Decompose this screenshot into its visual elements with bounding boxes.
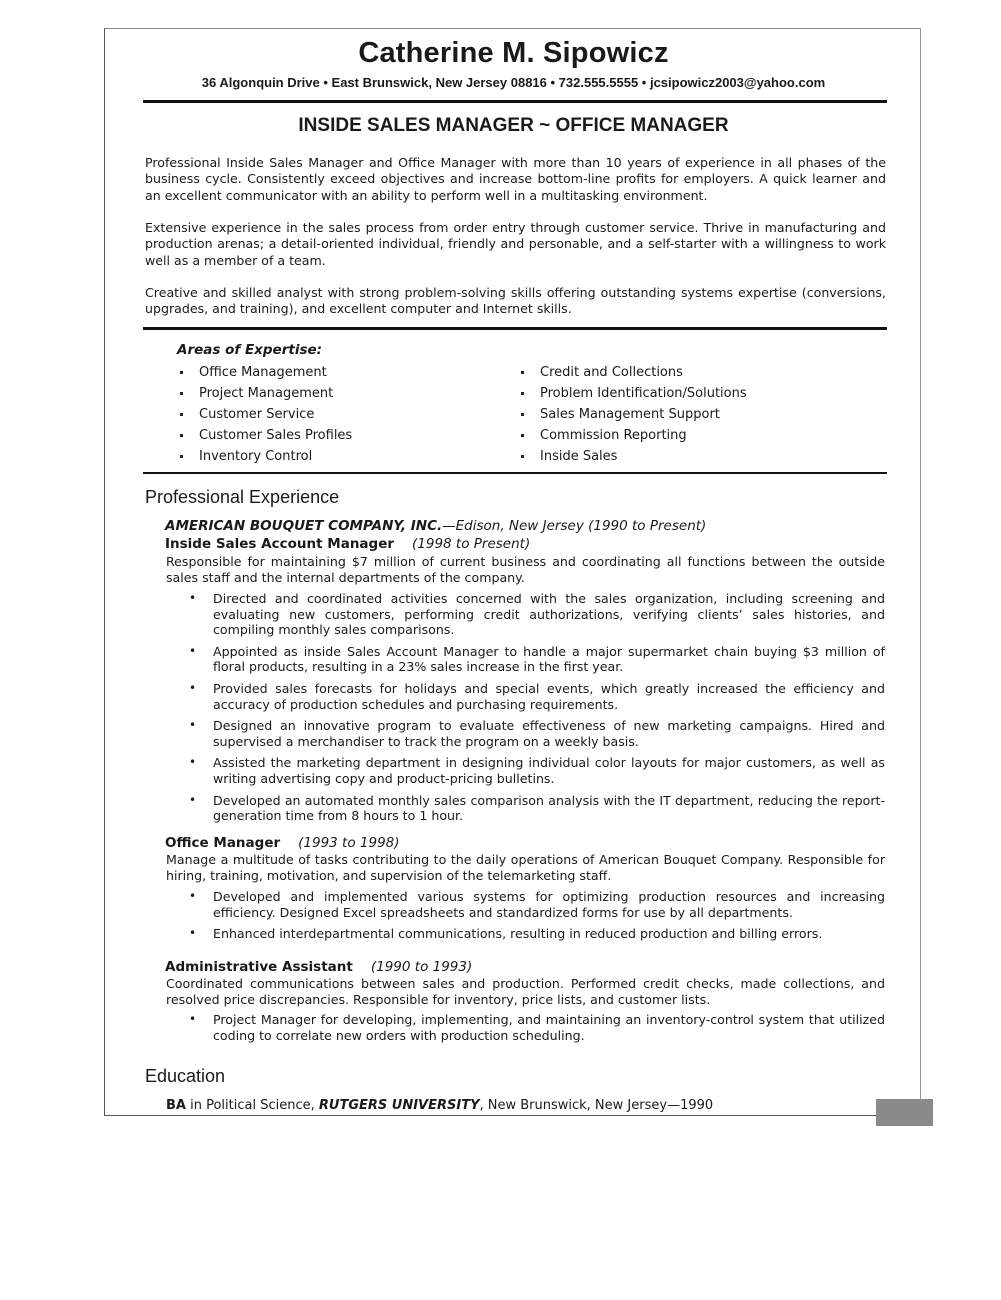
bullet-icon	[521, 413, 524, 416]
job-title-3: Administrative Assistant (1990 to 1993)	[165, 959, 473, 975]
summary-paragraph-3: Creative and skilled analyst with strong problem-solving skills offering outstanding systems expertise (conversions, upgrades, and training), and excellent computer and Internet skills.	[145, 285, 886, 317]
expertise-title: Areas of Expertise:	[177, 342, 323, 358]
headline: INSIDE SALES MANAGER ~ OFFICE MANAGER	[298, 115, 729, 136]
list-item: Commission Reporting	[518, 425, 858, 446]
bullet-icon: •	[189, 889, 197, 903]
expertise-list-right	[518, 362, 858, 467]
summary-rule	[143, 327, 887, 330]
degree: BA	[166, 1098, 186, 1113]
bullet-icon: •	[189, 591, 197, 605]
bullet-icon	[521, 455, 524, 458]
job-bullets-3	[185, 1012, 885, 1049]
list-item: Inventory Control	[177, 446, 497, 467]
education-line: BA in Political Science, RUTGERS UNIVERSITY, New Brunswick, New Jersey—1990	[166, 1098, 714, 1113]
bullet-icon	[180, 413, 183, 416]
company-name: AMERICAN BOUQUET COMPANY, INC.	[165, 518, 443, 534]
list-item: • Enhanced interdepartmental communications, resulting in reduced production and billing errors.	[189, 926, 823, 942]
bullet-icon: •	[189, 680, 197, 695]
list-item: Customer Service	[177, 404, 497, 425]
list-item: Credit and Collections	[518, 362, 858, 383]
resume-page	[104, 28, 921, 1116]
bullet-icon	[180, 392, 183, 395]
list-item: Office Management	[177, 362, 497, 383]
list-item: • Assisted the marketing department in designing individual color layouts for major customers, as well as writing advertising copy and product-pricing bulletins.	[189, 755, 885, 786]
bullet-icon	[180, 434, 183, 437]
list-item: • Developed and implemented various systems for optimizing production resources and increasing efficiency. Designed Excel spreadsheets and standardized forms for use by all departments.	[189, 889, 885, 920]
bullet-icon: •	[189, 643, 197, 658]
candidate-name: Catherine M. Sipowicz	[358, 37, 669, 69]
summary-paragraph-2: Extensive experience in the sales process from order entry through customer service. Thrive in manufacturing and production arenas; a detail-oriented individual, friendly and personable, and a self-starter with a willingness to work well as a member of a team.	[145, 220, 886, 268]
job-bullets-1	[185, 591, 885, 830]
bullet-icon: •	[189, 1012, 197, 1026]
bullet-icon: •	[189, 792, 197, 807]
job-description-2: Manage a multitude of tasks contributing to the daily operations of American Bouquet Company. Responsible for hiring, training, motivation, and supervision of the telemarketing staff.	[166, 852, 885, 883]
bullet-icon	[521, 434, 524, 437]
company-location: —Edison, New Jersey (1990 to Present)	[442, 518, 707, 534]
list-item: • Appointed as inside Sales Account Manager to handle a major supermarket chain buying $3 million of floral products, resulting in a 23% sales increase in the first year.	[189, 643, 885, 675]
job-title-1: Inside Sales Account Manager (1998 to Present)	[165, 536, 531, 552]
list-item: Problem Identification/Solutions	[518, 383, 858, 404]
list-item: Sales Management Support	[518, 404, 858, 425]
list-item: Project Management	[177, 383, 497, 404]
job-dates: (1993 to 1998)	[298, 835, 400, 851]
page-corner-mark	[876, 1099, 933, 1126]
job-description-3: Coordinated communications between sales and production. Performed credit checks, made collections, and resolved price discrepancies. Responsible for inventory, price lists, and customer lists.	[166, 976, 885, 1007]
list-item: • Directed and coordinated activities concerned with the sales organization, including screening and evaluating new customers, performing credit authorizations, verifying clients’ sales histories, and compiling monthly sales comparisons.	[189, 591, 885, 638]
job-dates: (1990 to 1993)	[370, 959, 473, 975]
bullet-icon: •	[189, 718, 197, 733]
company-line	[165, 518, 706, 534]
job-description-1: Responsible for maintaining $7 million of current business and coordinating all functions between the outside sales staff and the internal departments of the company.	[166, 554, 885, 585]
bullet-icon: •	[189, 755, 197, 770]
bullet-icon	[521, 392, 524, 395]
job-dates: (1998 to Present)	[412, 536, 531, 552]
bullet-icon	[521, 371, 524, 374]
list-item: • Project Manager for developing, implementing, and maintaining an inventory-control system that utilized coding to correlate new orders with production scheduling.	[189, 1012, 885, 1043]
list-item: • Provided sales forecasts for holidays and special events, which greatly increased the efficiency and accuracy of production schedules and purchasing requirements.	[189, 680, 885, 712]
job-title-2: Office Manager (1993 to 1998)	[165, 835, 400, 851]
expertise-rule	[143, 472, 887, 474]
bullet-icon: •	[189, 926, 197, 941]
list-item: • Developed an automated monthly sales comparison analysis with the IT department, reducing the report-generation time from 8 hours to 1 hour.	[189, 792, 885, 824]
contact-line: 36 Algonquin Drive • East Brunswick, New Jersey 08816 • 732.555.5555 • jcsipowicz2003@yahoo.com	[201, 75, 826, 90]
experience-heading: Professional Experience	[145, 487, 340, 507]
bullet-icon	[180, 371, 183, 374]
list-item: Inside Sales	[518, 446, 858, 467]
school-name: RUTGERS UNIVERSITY	[318, 1098, 480, 1113]
education-heading: Education	[145, 1066, 226, 1086]
job-bullets-2	[185, 889, 885, 948]
bullet-icon	[180, 455, 183, 458]
header-rule	[143, 100, 887, 103]
list-item: Customer Sales Profiles	[177, 425, 497, 446]
list-item: • Designed an innovative program to evaluate effectiveness of new marketing campaigns. Hired and supervised a merchandiser to track the program on a weekly basis.	[189, 718, 885, 749]
summary-paragraph-1: Professional Inside Sales Manager and Office Manager with more than 10 years of experience in all phases of the business cycle. Consistently exceed objectives and increase bottom-line profits for employers. A quick learner and an excellent communicator with an ability to perform well in a multitasking environment.	[145, 155, 886, 203]
expertise-list-left	[177, 362, 497, 467]
